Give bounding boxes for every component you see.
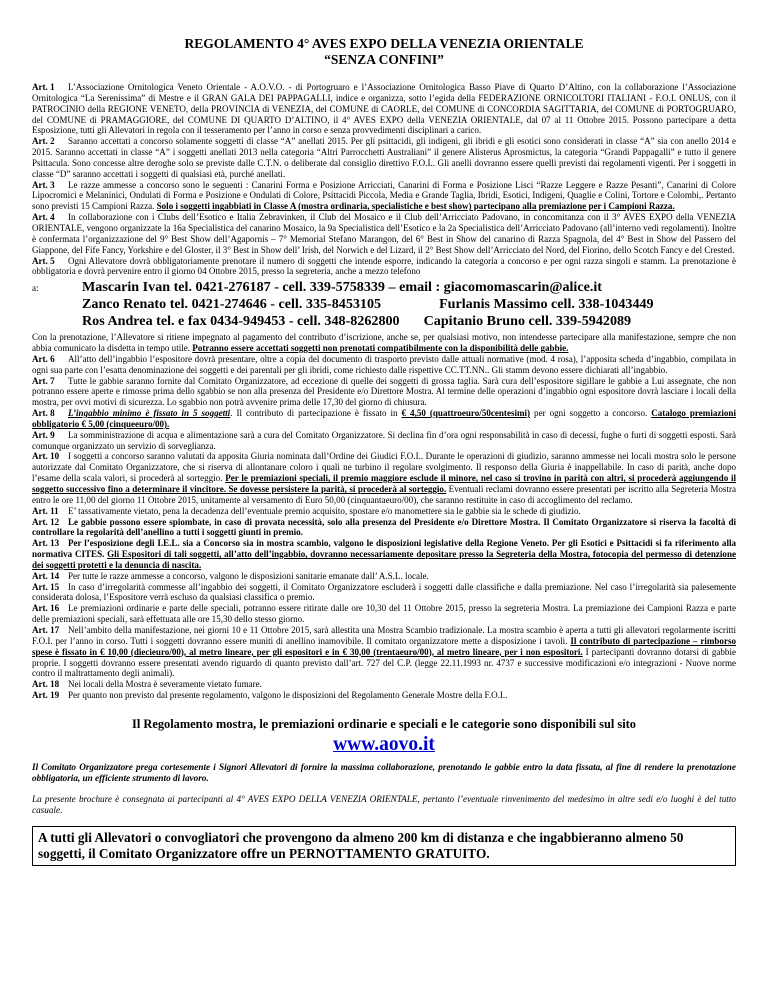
article-number: Art. 15 xyxy=(32,581,60,592)
article-number: Art. 19 xyxy=(32,690,60,701)
contact-zanco: Zanco Renato tel. 0421-274646 - cell. 335-8453105 xyxy=(82,296,382,313)
article-paragraph xyxy=(32,408,736,430)
title-line-1: REGOLAMENTO 4° AVES EXPO DELLA VENEZIA ORIENTALE xyxy=(184,36,584,51)
text-segment: Ogni Allevatore dovrà obbligatoriamente prenotare il numero di soggetti che intende esporre, indicando la categoria a concorso e per ogni razza singoli e stamm. La prenotazione è obbligatoria e dovrà pervenire entro il giorno 04 Ottobre 2015, presso la segreteria, anche a mezzo telefono xyxy=(32,255,736,277)
article-number: Art. 16 xyxy=(32,603,60,614)
title-line-2: “SENZA CONFINI” xyxy=(324,52,444,67)
site-url xyxy=(32,734,736,756)
article-paragraph xyxy=(32,679,736,690)
text-segment: In caso d’irregolarità commesse all’ingabbio dei soggetti, il Comitato Organizzatore escluderà i soggetti dalle classifiche e dalla premiazione. Nel caso l’irregolarità sia palesemente considerata dolosa, l’Espositore verrà escluso da qualsiasi classifica o premio. xyxy=(32,581,736,603)
article-number: Art. 17 xyxy=(32,624,60,635)
text-segment: L’Associazione Ornitologica Veneto Orientale - A.O.V.O. - di Portogruaro e l’Associazione Ornitologica Basso Piave di Quarto D’Altino, con la collaborazione l’Associazione Ornitologica “La Serenissima” di Mestre e il GRAN GALA DEI PAPPAGALLI, indice e organizza, sotto l’egida della FEDERAZIONE ORNICOLTORI ITALIANI - F.O.I. ONLUS, con il PATROCINIO della REGIONE VENETO, della PROVINCIA di VENEZIA, del COMUNE di CAORLE, del COMUNE di CONCORDIA SAGITTARIA, del COMUNE di PORTOGRUARO, del COMUNE di PRAMAGGIORE, del COMUNE DI QUARTO D’ALTINO, il 4° AVES EXPO della VENEZIA ORIENTALE, dal 07 al 11 Ottobre 2015. Possono partecipare a detta Esposizione, tutti gli Allevatori in regola con il tesseramento per l’anno in corso e senza provvedimenti disciplinari a carico. xyxy=(32,82,736,136)
contact-line-1: Mascarin Ivan tel. 0421-276187 - cell. 339-5758339 – email : giacomomascarin@alice.it xyxy=(82,279,602,296)
article-paragraph xyxy=(32,571,736,582)
article-paragraph xyxy=(32,354,736,376)
text-segment: I soggetti a concorso saranno valutati da apposita Giuria nominata dall’Ordine dei Giudici F.O.I.. Durante le operazioni di giudizio, saranno ammesse nei locali mostra solo le persone autorizzate dal Comitato Organizzatore, che si riserva di allontanare coloro i quali ne turbino il regolare svolgimento. Il responso della Giuria è inappellabile. In caso di parità, anche dopo l’esame della scala valori, si procederà al sorteggio. xyxy=(32,451,736,484)
text-segment: Le gabbie possono essere spiombate, in caso di provata necessità, solo alla presenza del Presidente e/o Direttore Mostra. Il Comitato Organizzatore si riserva la facoltà di controllare la regolarità dell’anellino a tutti i soggetti giunti in premio. xyxy=(32,516,736,538)
article-number: Art. 6 xyxy=(32,353,55,364)
contact-capitanio: Capitanio Bruno cell. 339-5942089 xyxy=(423,313,632,330)
text-segment: Per quanto non previsto dal presente regolamento, valgono le disposizioni del Regolamento Generale Mostre della F.O.I.. xyxy=(68,690,508,701)
text-segment: Le razze ammesse a concorso sono le seguenti : Canarini Forma e Posizione Arricciati, Canarini di Forma e Posizione Lisci “Razze Leggere e Razze Pesanti”, Canarini di Colore Lipocromici e Melaninici, Ondulati di Forma e Posizione e Ondulati di Colore, Psittacidi Piccola, Media e Grande Taglia, Ibridi, Esotici, Indigeni, Quaglie e Colini, Tortore e Colombi,. Pertanto sono previsti 15 Campioni Razza. xyxy=(32,179,736,212)
text-segment: Gli Espositori di tali soggetti, all’atto dell’ingabbio, dovranno necessariamente depositare presso la Segreteria della Mostra, fotocopia del permesso di detenzione dei soggetti protetti e la denuncia di nascita. xyxy=(32,549,736,570)
text-segment: Saranno accettati a concorso solamente soggetti di classe “A” anellati 2015. Per gli psittacidi, gli indigeni, gli ibridi e gli esotici sono considerati in classe “A” sia con anello 2014 e 2015. Saranno accettati in classe “A” i soggetti anellati 2013 nella categoria “Altri Parrocchetti Australiani” il genere Alisterus Aprosmictus, la categoria “Grandi Pappagalli” e tutto il genere Psittacula. Sono concesse altre deroghe solo se previste dalle C.T.N. o deliberate dal consiglio direttivo F.O.I.. Gli anelli dovranno essere quelli previsti dai regolamenti vigenti. Per i soggetti in classe “D” saranno accettati i soggetti di qualsiasi età, purché anellati. xyxy=(32,136,736,179)
contact-line-2 xyxy=(82,296,654,313)
free-overnight-box: A tutti gli Allevatori o convogliatori che provengono da almeno 200 km di distanza e che ingabbieranno almeno 50 soggetti, il Comitato Organizzatore offre un PERNOTTAMENTO GRATUITO. xyxy=(32,826,736,866)
article-paragraph xyxy=(32,582,736,604)
text-segment: In collaborazione con i Clubs dell’Esotico e Italia Zebravinken, il Club del Mosaico e il Club dell’Arricciato Padovano, in concomitanza con il 3° AVES EXPO della VENEZIA ORIENTALE, vengono organizzate la 16a Specialistica del canarino Mosaico, la 9a Specialistica dell’Esotico e la 2a Specialistica dell’Arricciato Padovano (all’interno vedi regolamenti). Inoltre è confermata l’organizzazione del 9° Best Show dell’Agapornis – 7° Memorial Stefano Marangon, del 6° Best in Show del canarino di Razza Spagnola, del 4° Best in Show del Passero del Giappone, del Fife Fancy, Yorkshire e del Gloster, il 3° Best in Show dell’ Irish, del Norwich e del Lizard, il 2° Best Show dell’Arricciato del Nord, del Fiorino, dello Scotch Fancy e del Crested. xyxy=(32,212,736,255)
article-number: Art. 14 xyxy=(32,570,60,581)
article-paragraph xyxy=(32,603,736,625)
contact-line-3 xyxy=(82,313,654,330)
article-number: Art. 11 xyxy=(32,505,59,516)
brochure-note: La presente brochure è consegnata ai partecipanti al 4° AVES EXPO DELLA VENEZIA ORIENTALE, pertanto l’eventuale rinvenimento del medesimo in altre sedi e/o luoghi è del tutto casuale. xyxy=(32,793,736,815)
text-segment: Tutte le gabbie saranno fornite dal Comitato Organizzatore, ad eccezione di quelle dei soggetti di grossa taglia. Sarà cura dell’espositore sigillare le gabbie a Lui assegnate, che non potranno essere aperte e rimosse prima dello sgabbio se non alla presenza del Presidente e/o Direttore Mostra. Al termine delle operazioni d’ingabbio ogni espositore dovrà lasciare i locali della mostra, per ovvi motivi di sicurezza. Lo sgabbio non potrà avvenire prima delle 17,30 del giorno di chiusura. xyxy=(32,375,736,408)
text-segment: . Il contributo di partecipazione è fissato in xyxy=(230,408,402,419)
text-segment: Nell’ambito della manifestazione, nei giorni 10 e 11 Ottobre 2015, sarà allestita una Mostra Scambio tradizionale. La mostra scambio è aperta a tutti gli allevatori regolarmente iscritti F.O.I. per l’anno in corso. Tutti i soggetti dovranno essere muniti di anellino inamovibile. Il comitato organizzatore mette a disposizione i tavoli. xyxy=(32,624,736,646)
text-segment: E’ tassativamente vietato, pena la decadenza dell’eventuale premio acquisito, spostare e/o manomettere sia le gabbie sia le schede di giudizio. xyxy=(68,505,581,516)
text-segment: Eventuali reclami dovranno essere presentati per iscritto alla Segreteria Mostra entro le ore 11,00 del giorno 11 Ottobre 2015, unitamente al versamento di Euro 50,00 (cinquantaeuro/00), che saranno restituite in caso di accoglimento del reclamo. xyxy=(32,484,736,505)
article-paragraph xyxy=(32,690,736,701)
text-segment: € 4,50 (quattroeuro/50centesimi) xyxy=(401,408,531,419)
article-paragraph xyxy=(32,376,736,409)
document-title xyxy=(32,36,736,68)
text-segment: Solo i soggetti ingabbiati in Classe A (mostra ordinaria, specialistiche e best show) partecipano alla premiazione per i Campioni Razza. xyxy=(156,201,675,212)
text-segment: per ogni soggetto a concorso. xyxy=(530,408,652,419)
article-number: Art. 10 xyxy=(32,451,60,462)
text-segment: Per tutte le razze ammesse a concorso, valgono le disposizioni sanitarie emanate dall’ A.S.L. locale. xyxy=(68,570,429,581)
articles-list xyxy=(32,82,736,277)
text-segment: Nei locali della Mostra è severamente vietato fumare. xyxy=(68,679,262,690)
articles-section xyxy=(32,82,736,701)
article-paragraph xyxy=(32,506,736,517)
text-segment: La somministrazione di acqua e alimentazione sarà a cura del Comitato Organizzatore. Si declina fin d’ora ogni responsabilità in caso di decessi, fughe o furti di soggetti esposti. Sarà comunque organizzato un servizio di sorveglianza. xyxy=(32,429,736,451)
text-segment: Catalogo premiazioni obbligatorio € 5,00 (cinqueeuro/00). xyxy=(32,408,736,429)
article-paragraph xyxy=(32,517,736,539)
article-number: Art. 2 xyxy=(32,136,55,147)
article-paragraph xyxy=(32,430,736,452)
article-paragraph xyxy=(32,82,736,136)
site-line: Il Regolamento mostra, le premiazioni ordinarie e speciali e le categorie sono disponibili sul sito xyxy=(132,716,636,731)
article-number: Art. 7 xyxy=(32,375,55,386)
article-paragraph xyxy=(32,212,736,255)
text-segment: Per le premiazioni speciali, il premio maggiore esclude il minore, nel caso si trovino in parità con altri, si procederà aggiungendo il soggetto successivo fino a determinare il vincitore. Se dovesse persistere la parità, si procederà al sorteggio. xyxy=(32,473,736,494)
article-paragraph xyxy=(32,625,736,679)
articles-list-2 xyxy=(32,354,736,701)
text-segment: I partecipanti dovranno dotarsi di gabbie proprie. I soggetti dovranno essere presentati avendo riguardo di quanto previsto dall’art. 727 del C.P. (legge 22.11.1993 nr. 4737 e successive modificazioni e/o integrazioni - Nuove norme contro il maltrattamento degli animali). xyxy=(32,646,736,679)
article-paragraph xyxy=(32,256,736,278)
article-paragraph xyxy=(32,451,736,505)
organizer-note: Il Comitato Organizzatore prega cortesemente i Signori Allevatori di fornire la massima collaborazione, prenotando le gabbie entro la data fissata, al fine di rendere la prenotazione obbligatoria, un efficiente strumento di lavoro. xyxy=(32,761,736,783)
article-paragraph xyxy=(32,136,736,179)
document-page xyxy=(32,0,736,866)
text-segment: Potranno essere accettati soggetti non prenotati compatibilmente con la disponibilità delle gabbie. xyxy=(192,343,569,354)
contact-furlanis: Furlanis Massimo cell. 338-1043449 xyxy=(439,296,654,313)
site-link[interactable]: www.aovo.it xyxy=(333,733,435,755)
text-segment: All’atto dell’ingabbio l’espositore dovrà presentare, oltre a copia del documento di trasporto previsto dalle attuali normative (mod. 4 rosa), l’apposita scheda d’ingabbio, compilata in ogni sua parte con l’esatta denominazione dei soggetti e dei parentali per gli ibridi, come richiesto dalle rispettive CC.TT.NN.. Gli stamm devono essere dichiarati all’ingabbio. xyxy=(32,353,736,375)
contact-ros: Ros Andrea tel. e fax 0434-949453 - cell. 348-8262800 xyxy=(82,313,400,330)
contacts-lines xyxy=(82,279,654,330)
article-number: Art. 3 xyxy=(32,179,55,190)
after-contacts-paragraph xyxy=(32,332,736,354)
contacts-prefix: a: xyxy=(32,283,39,294)
article-number: Art. 9 xyxy=(32,429,55,440)
contacts-block xyxy=(32,279,736,330)
text-segment: Per l’esposizione degli I.E.L. sia a Concorso sia in mostra scambio, valgono le disposizioni legislative della Regione Veneto. Per gli Esotici e Psittacidi si fa riferimento alla normativa CITES. xyxy=(32,538,736,560)
text-segment: L’ingabbio minimo è fissato in 5 soggetti xyxy=(68,408,231,419)
article-number: Art. 8 xyxy=(32,408,55,419)
article-paragraph xyxy=(32,538,736,571)
text-segment: Con la prenotazione, l’Allevatore si ritiene impegnato al pagamento del contributo d’iscrizione, anche se, per qualsiasi motivo, non intendesse partecipare alla manifestazione, sempre che non abbia comunicato la disdetta in tempo utile. xyxy=(32,332,736,354)
text-segment: Il contributo di partecipazione – rimborso spese è fissato in € 10,00 (diecieuro/00), al metro lineare, per gli espositori e in € 30,00 (trentaeuro/00), al metro lineare, per i non espositori. xyxy=(32,635,736,657)
article-number: Art. 4 xyxy=(32,212,55,223)
text-segment: Le premiazioni ordinarie e parte delle speciali, potranno essere ritirate dalle ore 10,30 del 11 Ottobre 2015, presso la segreteria Mostra. La premiazione dei Campioni Razza e parte delle premiazioni speciali, sarà effettuata alle ore 15,30 dello stesso giorno. xyxy=(32,603,736,625)
article-number: Art. 18 xyxy=(32,679,60,690)
article-number: Art. 1 xyxy=(32,82,55,92)
article-number: Art. 13 xyxy=(32,538,60,549)
article-number: Art. 12 xyxy=(32,516,60,527)
article-number: Art. 5 xyxy=(32,255,55,266)
article-paragraph xyxy=(32,180,736,213)
